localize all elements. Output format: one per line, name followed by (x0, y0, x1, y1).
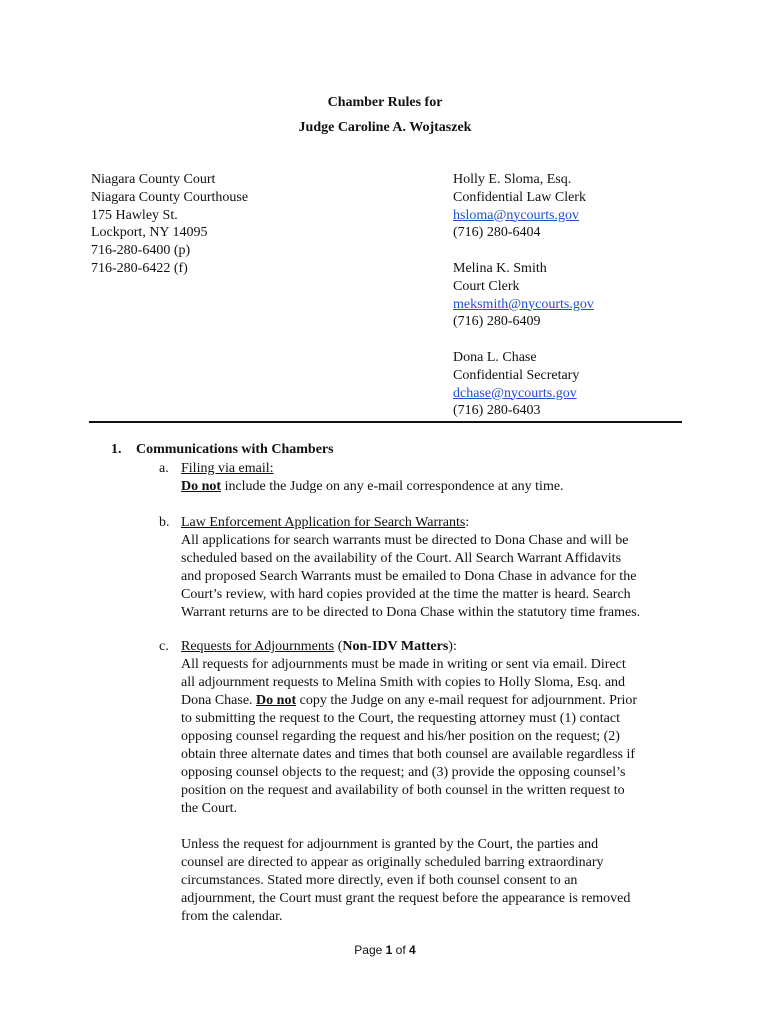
item-title: Requests for Adjournments (181, 639, 335, 654)
contact-role: Confidential Law Clerk (453, 189, 586, 205)
contact-secretary (453, 349, 594, 420)
item-text-line: All requests for adjournments must be made in writing or sent via email. Direct (181, 657, 626, 672)
page-total: 4 (409, 943, 416, 957)
contact-email-link[interactable]: hsloma@nycourts.gov (453, 207, 580, 223)
document-subtitle: Judge Caroline A. Wojtaszek (298, 120, 472, 135)
contact-phone: (716) 280-6409 (453, 314, 541, 330)
item-text-line: circumstances. Stated more directly, even if both counsel consent to an (181, 873, 578, 888)
item-text-line: and proposed Search Warrants must be emailed to Dona Chase in advance for the (181, 569, 637, 584)
item-text-line: scheduled based on the availability of the Court. All Search Warrant Affidavits (181, 551, 622, 566)
item-letter: a. (159, 461, 169, 476)
emphasis-do-not: Do not (181, 479, 222, 494)
court-phone: 716-280-6400 (p) (91, 243, 191, 259)
contact-role: Court Clerk (453, 278, 520, 294)
section-heading (111, 442, 334, 458)
contact-court-clerk (453, 260, 594, 331)
paren-open: ( (334, 639, 343, 654)
item-text-line: opposing counsel regarding the request and his/her position on the request; (2) (181, 729, 620, 744)
item-text-line: to submitting the request to the Court, the requesting attorney must (1) contact (181, 711, 620, 726)
court-name: Niagara County Court (91, 172, 216, 187)
page-footer (0, 943, 770, 957)
item-letter: c. (159, 639, 169, 654)
section-number: 1. (111, 442, 122, 457)
item-text-line: position on the request and availability of both counsel in the written request to (181, 783, 625, 798)
court-fax: 716-280-6422 (f) (91, 260, 188, 276)
street-address: 175 Hawley St. (91, 207, 178, 223)
item-title: Law Enforcement Application for Search Warrants (181, 515, 466, 530)
item-text-line: counsel are directed to appear as originally scheduled barring extraordinary (181, 855, 604, 870)
city-state-zip: Lockport, NY 14095 (91, 225, 208, 241)
item-text-line: All applications for search warrants must be directed to Dona Chase and will be (181, 533, 629, 548)
page-label: Page (354, 943, 386, 957)
item-text: copy the Judge on any e-mail request for adjournment. Prior (296, 693, 638, 708)
contact-phone: (716) 280-6403 (453, 403, 541, 419)
contact-law-clerk (453, 171, 594, 242)
item-text-line: adjournment, the Court must grant the request before the appearance is removed (181, 891, 631, 906)
item-text: include the Judge on any e-mail correspondence at any time. (221, 479, 564, 494)
contact-email-link[interactable]: dchase@nycourts.gov (453, 385, 577, 401)
contact-name: Dona L. Chase (453, 349, 537, 365)
courthouse-name: Niagara County Courthouse (91, 189, 249, 205)
page-current: 1 (385, 943, 393, 957)
item-text-line: from the calendar. (181, 909, 283, 924)
item-title-suffix: : (465, 515, 470, 530)
item-title-bold: Non-IDV Matters (342, 639, 449, 654)
document-title: Chamber Rules for (327, 95, 443, 110)
item-letter: b. (159, 515, 170, 530)
court-address-block (91, 171, 248, 278)
staff-contacts (453, 171, 594, 420)
item-text-line: Unless the request for adjournment is granted by the Court, the parties and (181, 837, 599, 852)
contact-email-link[interactable]: meksmith@nycourts.gov (453, 296, 594, 312)
paren-close: ): (448, 639, 457, 654)
contact-phone: (716) 280-6404 (453, 225, 541, 241)
item-text-line: Warrant returns are to be directed to Dona Chase within the statutory time frames. (181, 605, 641, 620)
contact-name: Holly E. Sloma, Esq. (453, 172, 572, 187)
contact-name: Melina K. Smith (453, 260, 547, 276)
item-text: Dona Chase. (181, 693, 257, 708)
item-text-line: the Court. (181, 801, 237, 816)
header-divider (89, 421, 682, 423)
item-text-line: all adjournment requests to Melina Smith with copies to Holly Sloma, Esq. and (181, 675, 626, 690)
item-text-line: Court’s review, with hard copies provided at the time the matter is heard. Search (181, 587, 631, 602)
item-text-line: obtain three alternate dates and times that both counsel are available regardless if (181, 747, 636, 762)
page-of-label: of (392, 943, 410, 957)
section-title: Communications with Chambers (136, 442, 334, 457)
contact-role: Confidential Secretary (453, 367, 580, 383)
item-text-line: opposing counsel objects to the request; and (3) provide the opposing counsel’s (181, 765, 626, 780)
emphasis-do-not: Do not (256, 693, 297, 708)
item-title: Filing via email: (181, 461, 274, 476)
